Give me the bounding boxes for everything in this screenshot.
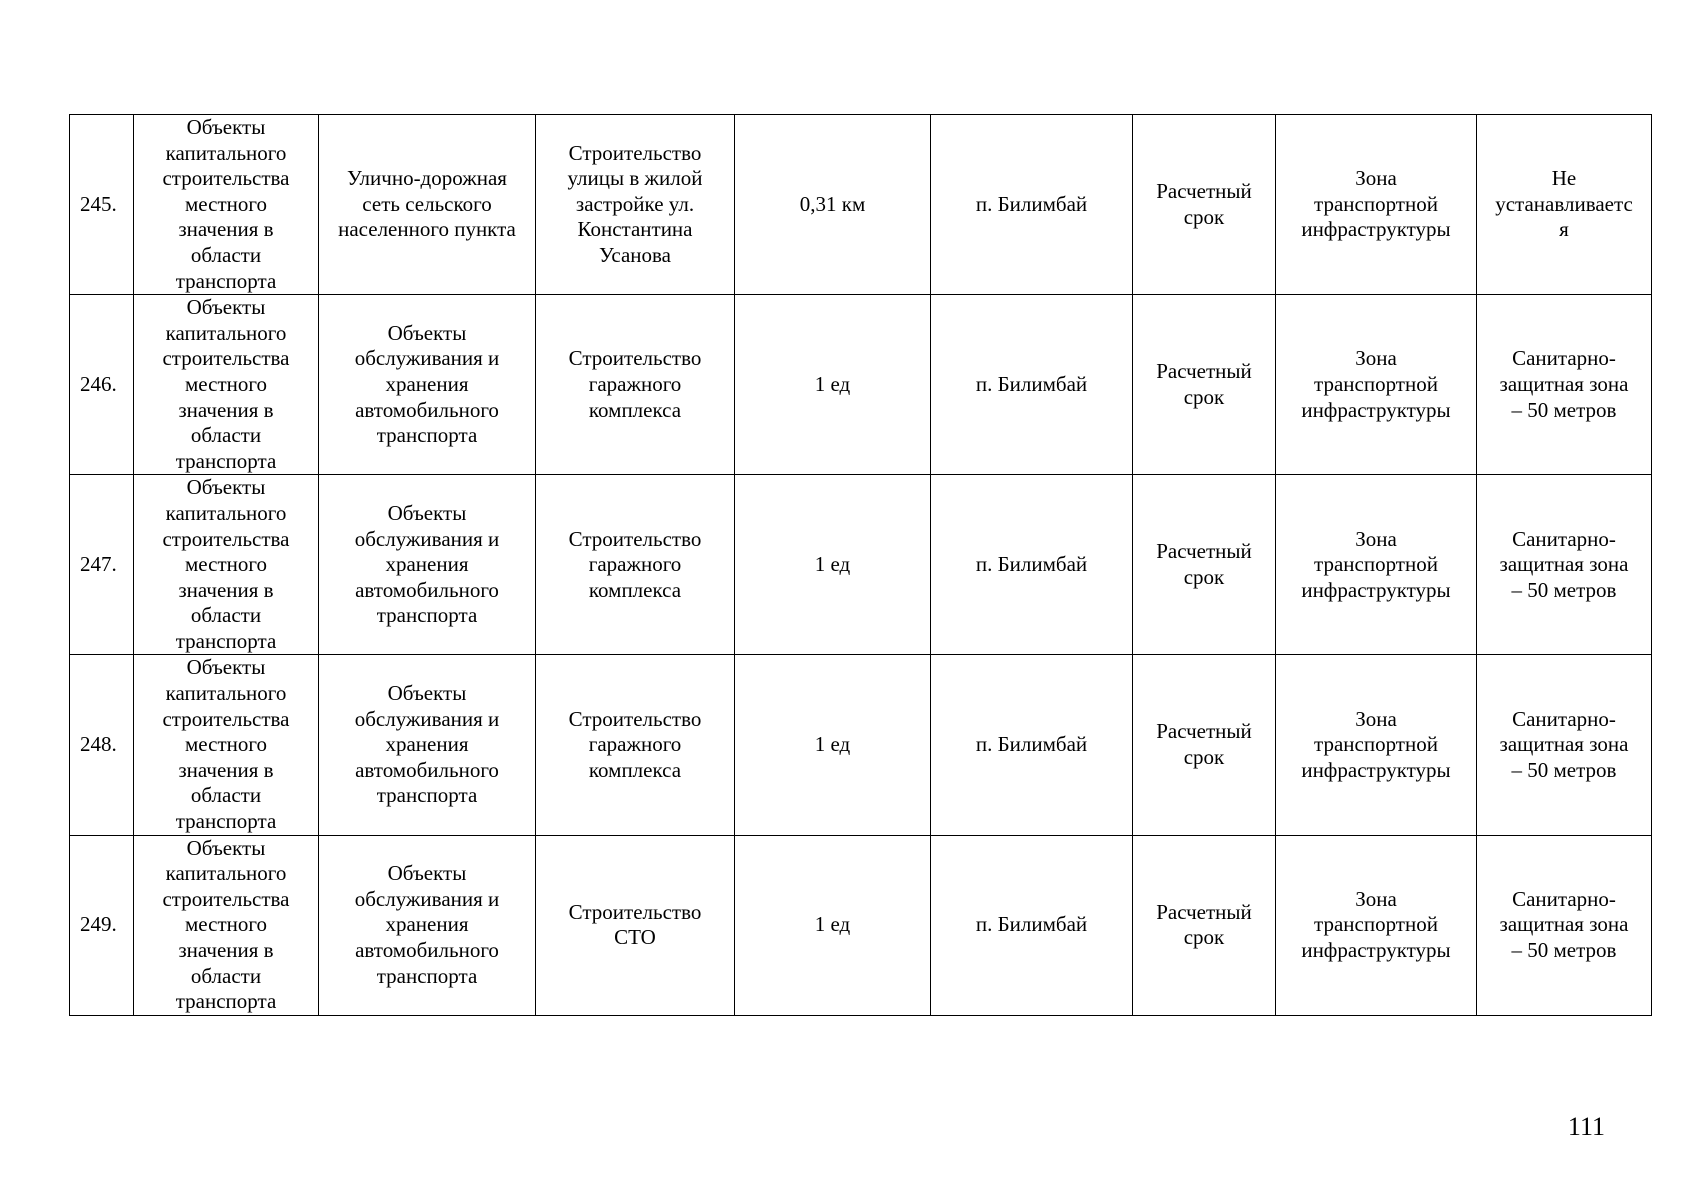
object-type-cell: Улично-дорожная сеть сельского населенного пункта xyxy=(319,115,536,295)
location-cell: п. Билимбай xyxy=(931,475,1133,655)
term-cell: Расчетный срок xyxy=(1133,295,1276,475)
object-type-cell: Объекты обслуживания и хранения автомобильного транспорта xyxy=(319,835,536,1015)
capacity-cell: 1 ед xyxy=(735,835,931,1015)
term-cell: Расчетный срок xyxy=(1133,655,1276,835)
zone-cell: Зона транспортной инфраструктуры xyxy=(1276,115,1477,295)
description-cell: Строительство гаражного комплекса xyxy=(536,475,735,655)
zone-cell: Зона транспортной инфраструктуры xyxy=(1276,295,1477,475)
object-type-cell: Объекты обслуживания и хранения автомобильного транспорта xyxy=(319,475,536,655)
row-number-cell: 249. xyxy=(70,835,134,1015)
term-cell: Расчетный срок xyxy=(1133,835,1276,1015)
location-cell: п. Билимбай xyxy=(931,295,1133,475)
description-cell: Строительство гаражного комплекса xyxy=(536,655,735,835)
table-row xyxy=(70,295,1652,475)
row-number-cell: 248. xyxy=(70,655,134,835)
restriction-cell: Санитарно- защитная зона – 50 метров xyxy=(1477,295,1652,475)
term-cell: Расчетный срок xyxy=(1133,475,1276,655)
object-type-cell: Объекты обслуживания и хранения автомобильного транспорта xyxy=(319,295,536,475)
capacity-cell: 1 ед xyxy=(735,655,931,835)
object-type-cell: Объекты обслуживания и хранения автомобильного транспорта xyxy=(319,655,536,835)
category-cell: Объекты капитального строительства местного значения в области транспорта xyxy=(134,475,319,655)
capacity-cell: 1 ед xyxy=(735,475,931,655)
zone-cell: Зона транспортной инфраструктуры xyxy=(1276,655,1477,835)
description-cell: Строительство СТО xyxy=(536,835,735,1015)
location-cell: п. Билимбай xyxy=(931,115,1133,295)
table-row xyxy=(70,475,1652,655)
category-cell: Объекты капитального строительства местного значения в области транспорта xyxy=(134,115,319,295)
restriction-cell: Санитарно- защитная зона – 50 метров xyxy=(1477,475,1652,655)
restriction-cell: Не устанавливаетс я xyxy=(1477,115,1652,295)
capacity-cell: 0,31 км xyxy=(735,115,931,295)
category-cell: Объекты капитального строительства местного значения в области транспорта xyxy=(134,655,319,835)
row-number-cell: 247. xyxy=(70,475,134,655)
description-cell: Строительство улицы в жилой застройке ул. Константина Усанова xyxy=(536,115,735,295)
zone-cell: Зона транспортной инфраструктуры xyxy=(1276,835,1477,1015)
category-cell: Объекты капитального строительства местного значения в области транспорта xyxy=(134,835,319,1015)
location-cell: п. Билимбай xyxy=(931,655,1133,835)
table-row xyxy=(70,655,1652,835)
term-cell: Расчетный срок xyxy=(1133,115,1276,295)
restriction-cell: Санитарно- защитная зона – 50 метров xyxy=(1477,655,1652,835)
table-row xyxy=(70,115,1652,295)
capacity-cell: 1 ед xyxy=(735,295,931,475)
zone-cell: Зона транспортной инфраструктуры xyxy=(1276,475,1477,655)
restriction-cell: Санитарно- защитная зона – 50 метров xyxy=(1477,835,1652,1015)
description-cell: Строительство гаражного комплекса xyxy=(536,295,735,475)
location-cell: п. Билимбай xyxy=(931,835,1133,1015)
row-number-cell: 245. xyxy=(70,115,134,295)
row-number-cell: 246. xyxy=(70,295,134,475)
page-number: 111 xyxy=(1567,1112,1605,1141)
category-cell: Объекты капитального строительства местного значения в области транспорта xyxy=(134,295,319,475)
table-row xyxy=(70,835,1652,1015)
objects-table xyxy=(69,114,1652,1016)
